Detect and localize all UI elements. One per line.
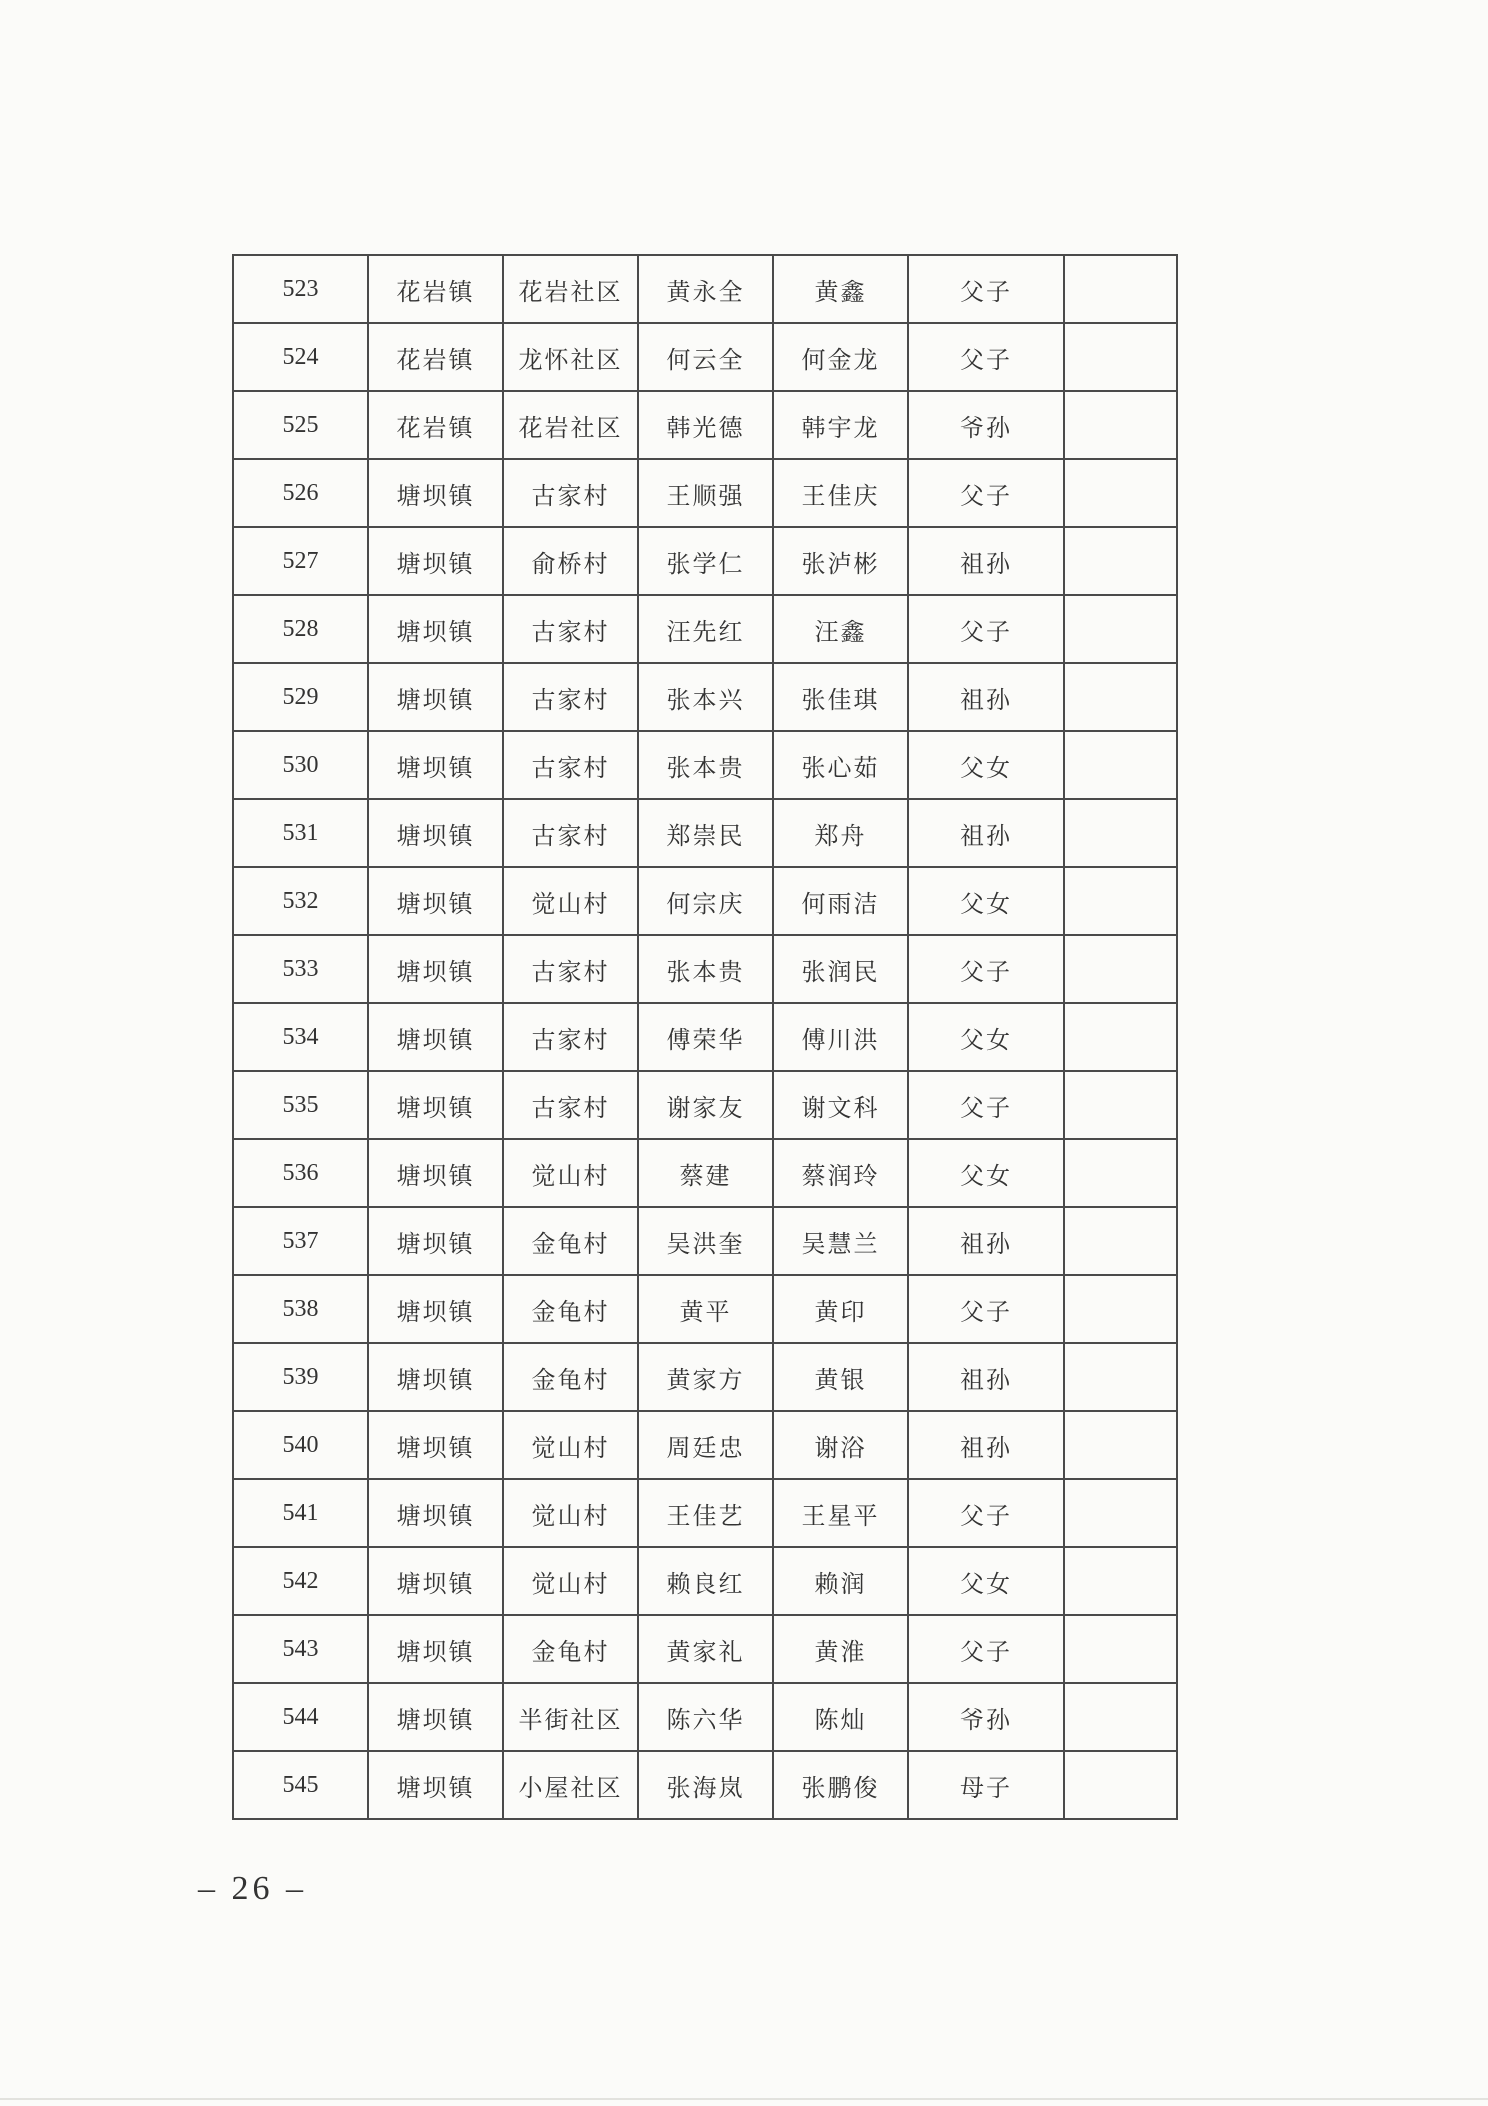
cell-number: 538 (233, 1275, 368, 1343)
cell-town: 塘坝镇 (368, 1275, 503, 1343)
cell-town: 塘坝镇 (368, 1479, 503, 1547)
cell-child-name: 郑舟 (773, 799, 908, 867)
cell-child-name: 韩宇龙 (773, 391, 908, 459)
cell-child-name: 黄淮 (773, 1615, 908, 1683)
cell-note (1064, 1683, 1177, 1751)
cell-note (1064, 1139, 1177, 1207)
table-row (233, 459, 1177, 527)
cell-note (1064, 255, 1177, 323)
cell-number: 528 (233, 595, 368, 663)
cell-number: 533 (233, 935, 368, 1003)
cell-number: 525 (233, 391, 368, 459)
cell-town: 塘坝镇 (368, 799, 503, 867)
cell-child-name: 张润民 (773, 935, 908, 1003)
table-row (233, 799, 1177, 867)
cell-relation: 父子 (908, 595, 1064, 663)
cell-note (1064, 867, 1177, 935)
cell-note (1064, 1343, 1177, 1411)
cell-relation: 父子 (908, 1275, 1064, 1343)
cell-number: 544 (233, 1683, 368, 1751)
cell-child-name: 何雨洁 (773, 867, 908, 935)
cell-town: 塘坝镇 (368, 595, 503, 663)
cell-relation: 爷孙 (908, 1683, 1064, 1751)
cell-number: 523 (233, 255, 368, 323)
cell-child-name: 谢浴 (773, 1411, 908, 1479)
cell-elder-name: 韩光德 (638, 391, 773, 459)
cell-elder-name: 周廷忠 (638, 1411, 773, 1479)
cell-village: 古家村 (503, 459, 638, 527)
cell-elder-name: 王佳艺 (638, 1479, 773, 1547)
cell-village: 古家村 (503, 1003, 638, 1071)
cell-town: 塘坝镇 (368, 935, 503, 1003)
cell-elder-name: 黄家礼 (638, 1615, 773, 1683)
table-row (233, 1751, 1177, 1819)
cell-town: 塘坝镇 (368, 1683, 503, 1751)
cell-village: 俞桥村 (503, 527, 638, 595)
cell-child-name: 何金龙 (773, 323, 908, 391)
cell-town: 塘坝镇 (368, 663, 503, 731)
cell-relation: 祖孙 (908, 1411, 1064, 1479)
cell-town: 塘坝镇 (368, 1071, 503, 1139)
cell-elder-name: 王顺强 (638, 459, 773, 527)
cell-note (1064, 459, 1177, 527)
cell-relation: 父子 (908, 935, 1064, 1003)
cell-child-name: 赖润 (773, 1547, 908, 1615)
cell-elder-name: 张海岚 (638, 1751, 773, 1819)
cell-child-name: 黄银 (773, 1343, 908, 1411)
cell-village: 古家村 (503, 595, 638, 663)
cell-note (1064, 1615, 1177, 1683)
table-row (233, 255, 1177, 323)
cell-number: 542 (233, 1547, 368, 1615)
cell-elder-name: 张本兴 (638, 663, 773, 731)
cell-town: 塘坝镇 (368, 1547, 503, 1615)
cell-village: 半街社区 (503, 1683, 638, 1751)
roster-body (233, 255, 1177, 1819)
cell-child-name: 傅川洪 (773, 1003, 908, 1071)
cell-number: 545 (233, 1751, 368, 1819)
cell-elder-name: 何云全 (638, 323, 773, 391)
cell-relation: 父子 (908, 1071, 1064, 1139)
cell-child-name: 吴慧兰 (773, 1207, 908, 1275)
table-row (233, 1139, 1177, 1207)
cell-relation: 父女 (908, 731, 1064, 799)
cell-village: 花岩社区 (503, 255, 638, 323)
cell-relation: 父女 (908, 1547, 1064, 1615)
cell-relation: 祖孙 (908, 663, 1064, 731)
cell-note (1064, 1071, 1177, 1139)
cell-village: 金龟村 (503, 1275, 638, 1343)
cell-note (1064, 1751, 1177, 1819)
cell-child-name: 王佳庆 (773, 459, 908, 527)
cell-relation: 祖孙 (908, 799, 1064, 867)
cell-child-name: 张心茹 (773, 731, 908, 799)
cell-village: 古家村 (503, 731, 638, 799)
cell-relation: 父女 (908, 1003, 1064, 1071)
cell-village: 龙怀社区 (503, 323, 638, 391)
cell-town: 塘坝镇 (368, 1343, 503, 1411)
cell-note (1064, 1003, 1177, 1071)
cell-number: 537 (233, 1207, 368, 1275)
cell-town: 花岩镇 (368, 255, 503, 323)
cell-note (1064, 527, 1177, 595)
cell-town: 花岩镇 (368, 323, 503, 391)
cell-note (1064, 935, 1177, 1003)
cell-note (1064, 391, 1177, 459)
cell-town: 塘坝镇 (368, 1207, 503, 1275)
cell-note (1064, 799, 1177, 867)
cell-number: 535 (233, 1071, 368, 1139)
cell-number: 530 (233, 731, 368, 799)
cell-relation: 父女 (908, 1139, 1064, 1207)
cell-village: 古家村 (503, 935, 638, 1003)
cell-town: 塘坝镇 (368, 1615, 503, 1683)
cell-village: 金龟村 (503, 1207, 638, 1275)
table-row (233, 935, 1177, 1003)
table-row (233, 1343, 1177, 1411)
cell-relation: 父子 (908, 1615, 1064, 1683)
table-row (233, 1275, 1177, 1343)
cell-elder-name: 吴洪奎 (638, 1207, 773, 1275)
cell-elder-name: 张本贵 (638, 731, 773, 799)
cell-child-name: 蔡润玲 (773, 1139, 908, 1207)
cell-child-name: 黄印 (773, 1275, 908, 1343)
cell-town: 塘坝镇 (368, 459, 503, 527)
cell-elder-name: 郑崇民 (638, 799, 773, 867)
table-row (233, 1411, 1177, 1479)
page-number: – 26 – (198, 1870, 307, 1907)
cell-village: 金龟村 (503, 1615, 638, 1683)
cell-child-name: 张泸彬 (773, 527, 908, 595)
cell-village: 小屋社区 (503, 1751, 638, 1819)
roster-table (232, 254, 1178, 1820)
cell-elder-name: 黄永全 (638, 255, 773, 323)
cell-elder-name: 何宗庆 (638, 867, 773, 935)
table-row (233, 1207, 1177, 1275)
cell-village: 古家村 (503, 1071, 638, 1139)
cell-relation: 祖孙 (908, 1207, 1064, 1275)
cell-elder-name: 傅荣华 (638, 1003, 773, 1071)
cell-child-name: 汪鑫 (773, 595, 908, 663)
cell-child-name: 王星平 (773, 1479, 908, 1547)
cell-town: 塘坝镇 (368, 1751, 503, 1819)
cell-number: 541 (233, 1479, 368, 1547)
table-row (233, 663, 1177, 731)
cell-elder-name: 黄家方 (638, 1343, 773, 1411)
cell-village: 觉山村 (503, 1139, 638, 1207)
cell-village: 古家村 (503, 663, 638, 731)
cell-number: 536 (233, 1139, 368, 1207)
cell-town: 塘坝镇 (368, 1139, 503, 1207)
cell-relation: 爷孙 (908, 391, 1064, 459)
cell-relation: 父子 (908, 255, 1064, 323)
cell-relation: 祖孙 (908, 1343, 1064, 1411)
cell-elder-name: 张本贵 (638, 935, 773, 1003)
cell-note (1064, 595, 1177, 663)
cell-note (1064, 1547, 1177, 1615)
cell-town: 塘坝镇 (368, 731, 503, 799)
cell-number: 524 (233, 323, 368, 391)
cell-village: 古家村 (503, 799, 638, 867)
table-row (233, 867, 1177, 935)
cell-note (1064, 323, 1177, 391)
cell-child-name: 陈灿 (773, 1683, 908, 1751)
cell-note (1064, 1411, 1177, 1479)
table-row (233, 1547, 1177, 1615)
cell-elder-name: 汪先红 (638, 595, 773, 663)
cell-number: 529 (233, 663, 368, 731)
cell-note (1064, 1207, 1177, 1275)
cell-note (1064, 731, 1177, 799)
cell-village: 觉山村 (503, 867, 638, 935)
cell-village: 觉山村 (503, 1479, 638, 1547)
cell-elder-name: 黄平 (638, 1275, 773, 1343)
cell-relation: 父子 (908, 1479, 1064, 1547)
cell-town: 花岩镇 (368, 391, 503, 459)
cell-note (1064, 1479, 1177, 1547)
cell-relation: 父女 (908, 867, 1064, 935)
cell-number: 526 (233, 459, 368, 527)
table-row (233, 595, 1177, 663)
cell-village: 觉山村 (503, 1411, 638, 1479)
table-row (233, 323, 1177, 391)
cell-number: 532 (233, 867, 368, 935)
cell-number: 543 (233, 1615, 368, 1683)
cell-note (1064, 663, 1177, 731)
cell-village: 觉山村 (503, 1547, 638, 1615)
table-row (233, 527, 1177, 595)
cell-elder-name: 陈六华 (638, 1683, 773, 1751)
cell-relation: 祖孙 (908, 527, 1064, 595)
cell-child-name: 张鹏俊 (773, 1751, 908, 1819)
cell-relation: 母子 (908, 1751, 1064, 1819)
cell-number: 531 (233, 799, 368, 867)
cell-elder-name: 谢家友 (638, 1071, 773, 1139)
cell-relation: 父子 (908, 323, 1064, 391)
cell-number: 539 (233, 1343, 368, 1411)
cell-elder-name: 蔡建 (638, 1139, 773, 1207)
table-row (233, 1071, 1177, 1139)
cell-elder-name: 张学仁 (638, 527, 773, 595)
table-row (233, 731, 1177, 799)
table-row (233, 1479, 1177, 1547)
cell-note (1064, 1275, 1177, 1343)
table-row (233, 391, 1177, 459)
scan-edge (0, 2098, 1488, 2100)
cell-child-name: 张佳琪 (773, 663, 908, 731)
table-row (233, 1003, 1177, 1071)
table-row (233, 1683, 1177, 1751)
cell-relation: 父子 (908, 459, 1064, 527)
cell-village: 金龟村 (503, 1343, 638, 1411)
cell-elder-name: 赖良红 (638, 1547, 773, 1615)
cell-child-name: 黄鑫 (773, 255, 908, 323)
cell-village: 花岩社区 (503, 391, 638, 459)
cell-town: 塘坝镇 (368, 527, 503, 595)
cell-town: 塘坝镇 (368, 1003, 503, 1071)
cell-number: 534 (233, 1003, 368, 1071)
cell-number: 527 (233, 527, 368, 595)
cell-child-name: 谢文科 (773, 1071, 908, 1139)
cell-town: 塘坝镇 (368, 1411, 503, 1479)
cell-number: 540 (233, 1411, 368, 1479)
cell-town: 塘坝镇 (368, 867, 503, 935)
table-row (233, 1615, 1177, 1683)
